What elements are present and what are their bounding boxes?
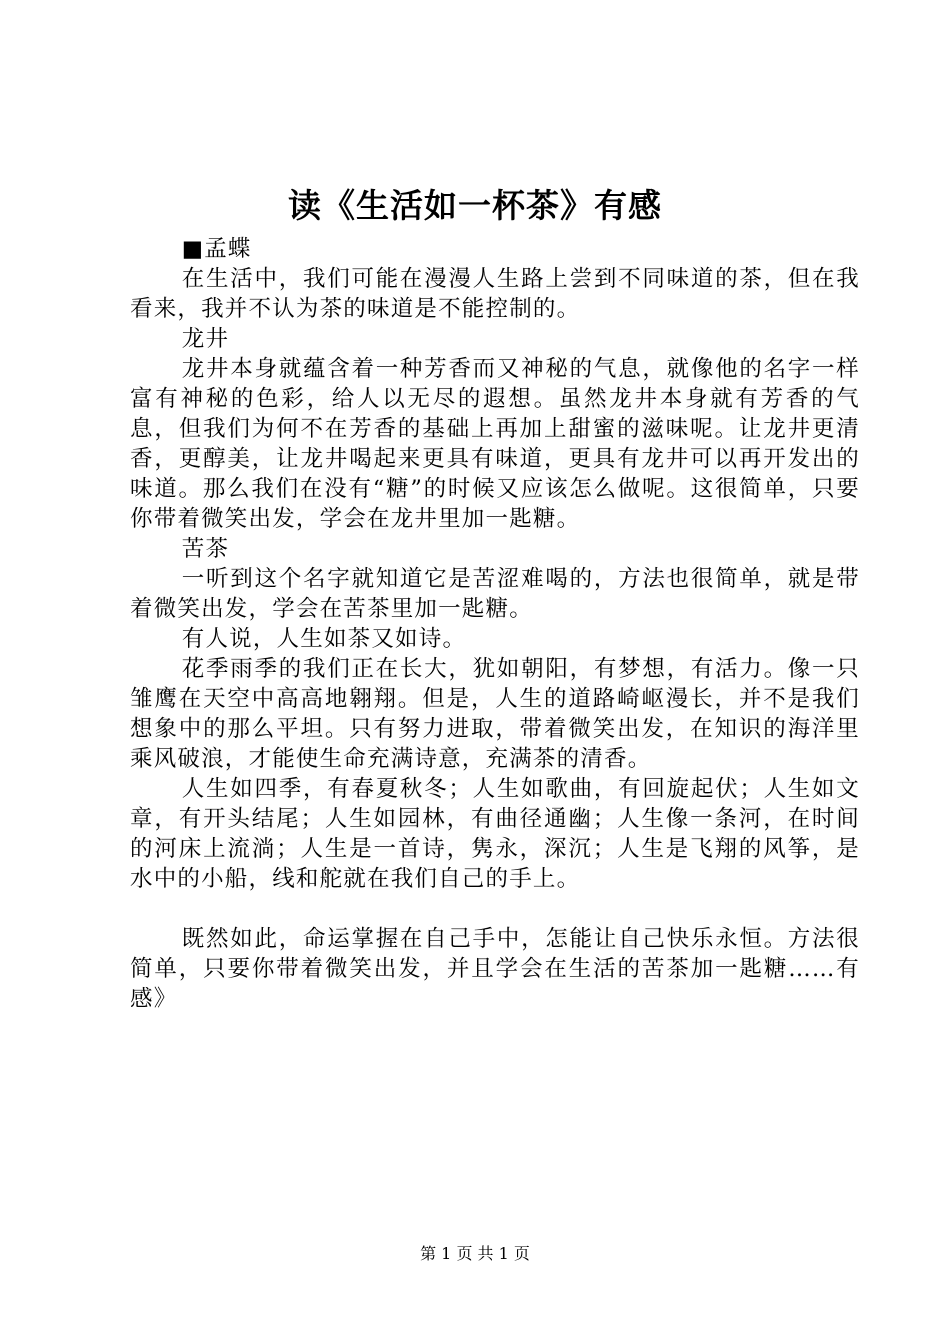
paragraph: 既然如此，命运掌握在自己手中，怎能让自己快乐永恒。方法很简单，只要你带着微笑出发，并且学会在生活的苦茶加一匙糖……有感》	[130, 926, 860, 1012]
paragraph-spacer	[130, 894, 860, 924]
page-number-footer: 第 1 页 共 1 页	[420, 1244, 530, 1263]
author-line: ■孟蝶	[181, 236, 252, 262]
section-heading-kucha: 苦茶	[181, 536, 230, 562]
document-body	[130, 234, 860, 1014]
document-title: 读《生活如一杯茶》有感	[288, 186, 662, 225]
paragraph: 龙井本身就蕴含着一种芳香而又神秘的气息，就像他的名字一样富有神秘的色彩，给人以无尽的遐想。虽然龙井本身就有芳香的气息，但我们为何不在芳香的基础上再加上甜蜜的滋味呢。让龙井更清香，更醇美，让龙井喝起来更具有味道，更具有龙井可以再开发出的味道。那么我们在没有“糖”的时候又应该怎么做呢。这很简单，只要你带着微笑出发，学会在龙井里加一匙糖。	[130, 356, 860, 532]
paragraph: 一听到这个名字就知道它是苦涩难喝的，方法也很简单，就是带着微笑出发，学会在苦茶里加一匙糖。	[130, 566, 860, 622]
paragraph: 人生如四季，有春夏秋冬；人生如歌曲，有回旋起伏；人生如文章，有开头结尾；人生如园林，有曲径通幽；人生像一条河，在时间的河床上流淌；人生是一首诗，隽永，深沉；人生是飞翔的风筝，是水中的小船，线和舵就在我们自己的手上。	[130, 776, 860, 892]
paragraph: 有人说，人生如茶又如诗。	[181, 626, 467, 652]
paragraph: 在生活中，我们可能在漫漫人生路上尝到不同味道的茶，但在我看来，我并不认为茶的味道是不能控制的。	[130, 266, 860, 322]
section-heading-longjing: 龙井	[181, 326, 230, 352]
paragraph: 花季雨季的我们正在长大，犹如朝阳，有梦想，有活力。像一只雏鹰在天空中高高地翱翔。但是，人生的道路崎岖漫长，并不是我们想象中的那么平坦。只有努力进取，带着微笑出发，在知识的海洋里乘风破浪，才能使生命充满诗意，充满茶的清香。	[130, 656, 860, 772]
